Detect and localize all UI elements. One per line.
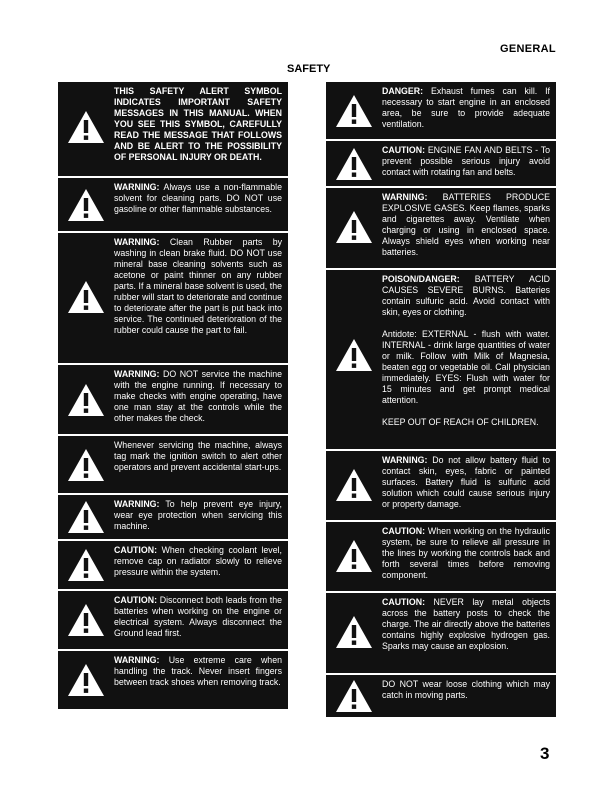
panel-text: ENGINE FAN AND BELTS - To prevent possible serious injury avoid contact with rotating fan and belts. [382,145,550,177]
panel-label: WARNING: [114,655,160,665]
warning-triangle-icon [67,448,105,482]
panel-text: BATTERIES PRODUCE EXPLOSIVE GASES. Keep flames, sparks and cigarettes away. Ventilate when charging or using in enclosed space. Always shield eyes when working near batteries. [382,192,550,257]
panel-text: When checking coolant level, remove cap on radiator slowly to relieve pressure within the system. [114,545,282,577]
panel-label: CAUTION: [382,597,426,607]
warning-triangle-icon [67,603,105,637]
safety-panel-hydraulic [326,522,556,591]
safety-panel-loose-clothing [326,675,556,717]
panel-label: POISON/DANGER: [382,274,460,284]
panel-label: WARNING: [114,237,160,247]
safety-panel-tag-ignition [58,436,288,493]
warning-triangle-icon [335,94,373,128]
panel-text: Do not allow battery fluid to contact skin, eyes, fabric or painted surfaces. Battery fluid is sulfuric acid solution which could cause serious injury or property damage. [382,455,550,509]
safety-panel-alert-symbol [58,82,288,176]
panel-text: DO NOT wear loose clothing which may catch in moving parts. [382,679,550,700]
keep-out-text: KEEP OUT OF REACH OF CHILDREN. [382,417,539,427]
warning-triangle-icon [67,663,105,697]
panel-text: To help prevent eye injury, wear eye protection when servicing this machine. [114,499,282,531]
warning-triangle-icon [67,383,105,417]
panel-label: WARNING: [114,369,160,379]
safety-panel-battery-acid [326,270,556,449]
safety-panel-solvent [58,178,288,231]
warning-triangle-icon [67,500,105,534]
safety-panel-exhaust [326,82,556,139]
warning-triangle-icon [67,110,105,144]
warning-triangle-icon [335,338,373,372]
panel-label: WARNING: [114,182,160,192]
panel-text: Use extreme care when handling the track. Never insert fingers between track shoes when removing track. [114,655,282,687]
warning-triangle-icon [67,548,105,582]
safety-panel-metal-objects [326,593,556,673]
safety-panel-eye-protection [58,495,288,539]
page-number: 3 [540,744,550,763]
section-header: GENERAL [500,43,556,55]
panel-text: DO NOT service the machine with the engine running. If necessary to make checks with engine operating, have one man stay at the controls while the other makes the check. [114,369,282,423]
warning-triangle-icon [335,679,373,713]
panel-text: BATTERY ACID CAUSES SEVERE BURNS. Batteries contain sulfuric acid. Avoid contact with skin, eyes or clothing. [382,274,550,317]
warning-triangle-icon [335,615,373,649]
panel-text: NEVER lay metal objects across the battery posts to check the charge. The air directly above the batteries contains highly explosive hydrogen gas. Sparks may cause an explosion. [382,597,550,651]
safety-panel-engine-running [58,365,288,434]
panel-text: Whenever servicing the machine, always tag mark the ignition switch to alert other operators and prevent accidental start-ups. [114,440,282,472]
panel-text: THIS SAFETY ALERT SYMBOL INDICATES IMPORTANT SAFETY MESSAGES IN THIS MANUAL. WHEN YOU SEE THIS SYMBOL, CAREFULLY READ THE MESSAGE THAT FOLLOWS AND BE ALERT TO THE POSSIBILITY OF PERSONAL INJURY OR DEATH. [114,86,282,162]
warning-triangle-icon [335,539,373,573]
warning-triangle-icon [67,188,105,222]
panel-text: When working on the hydraulic system, be sure to relieve all pressure in the lines by working the controls back and forth several times before removing component. [382,526,550,580]
warning-triangle-icon [335,210,373,244]
safety-panel-track [58,651,288,709]
right-column [326,82,556,719]
safety-panel-battery-leads [58,591,288,649]
panel-text: Disconnect both leads from the batteries when working on the engine or electrical system. Always disconnect the Ground lead first. [114,595,282,638]
panel-label: WARNING: [382,192,428,202]
panel-text: Always use a non-flammable solvent for cleaning parts. DO NOT use gasoline or other flammable substances. [114,182,282,214]
warning-triangle-icon [335,147,373,181]
safety-panel-coolant [58,541,288,589]
safety-panel-battery-fluid [326,451,556,520]
panel-label: CAUTION: [382,526,426,536]
panel-text: Exhaust fumes can kill. If necessary to start engine in an enclosed area, be sure to provide adequate ventilation. [382,86,550,129]
panel-label: CAUTION: [114,595,158,605]
safety-panel-rubber-parts [58,233,288,363]
left-column [58,82,288,711]
warning-triangle-icon [67,280,105,314]
panel-label: WARNING: [382,455,428,465]
panel-label: WARNING: [114,499,160,509]
panel-label: DANGER: [382,86,424,96]
warning-triangle-icon [335,468,373,502]
safety-panel-explosive-gases [326,188,556,268]
panel-text: Clean Rubber parts by washing in clean brake fluid. DO NOT use mineral base cleaning solvents such as acetone or paint thinner on any rubber parts. If a mineral base solvent is used, the rubber will start to deteriorate and continue to deteriorate after the part is put back into service. The continued deterioration of the rubber could cause the part to fail. [114,237,282,335]
panel-label: CAUTION: [382,145,426,155]
antidote-text: Antidote: EXTERNAL - flush with water. INTERNAL - drink large quantities of water or milk. Follow with Milk of Magnesia, beaten egg or vegetable oil. Call physician immediately. EYES: Flush with water for 15 minutes and get prompt medical attention. [382,329,550,405]
panel-label: CAUTION: [114,545,158,555]
page-title: SAFETY [287,63,331,75]
safety-panel-fan-belts [326,141,556,186]
